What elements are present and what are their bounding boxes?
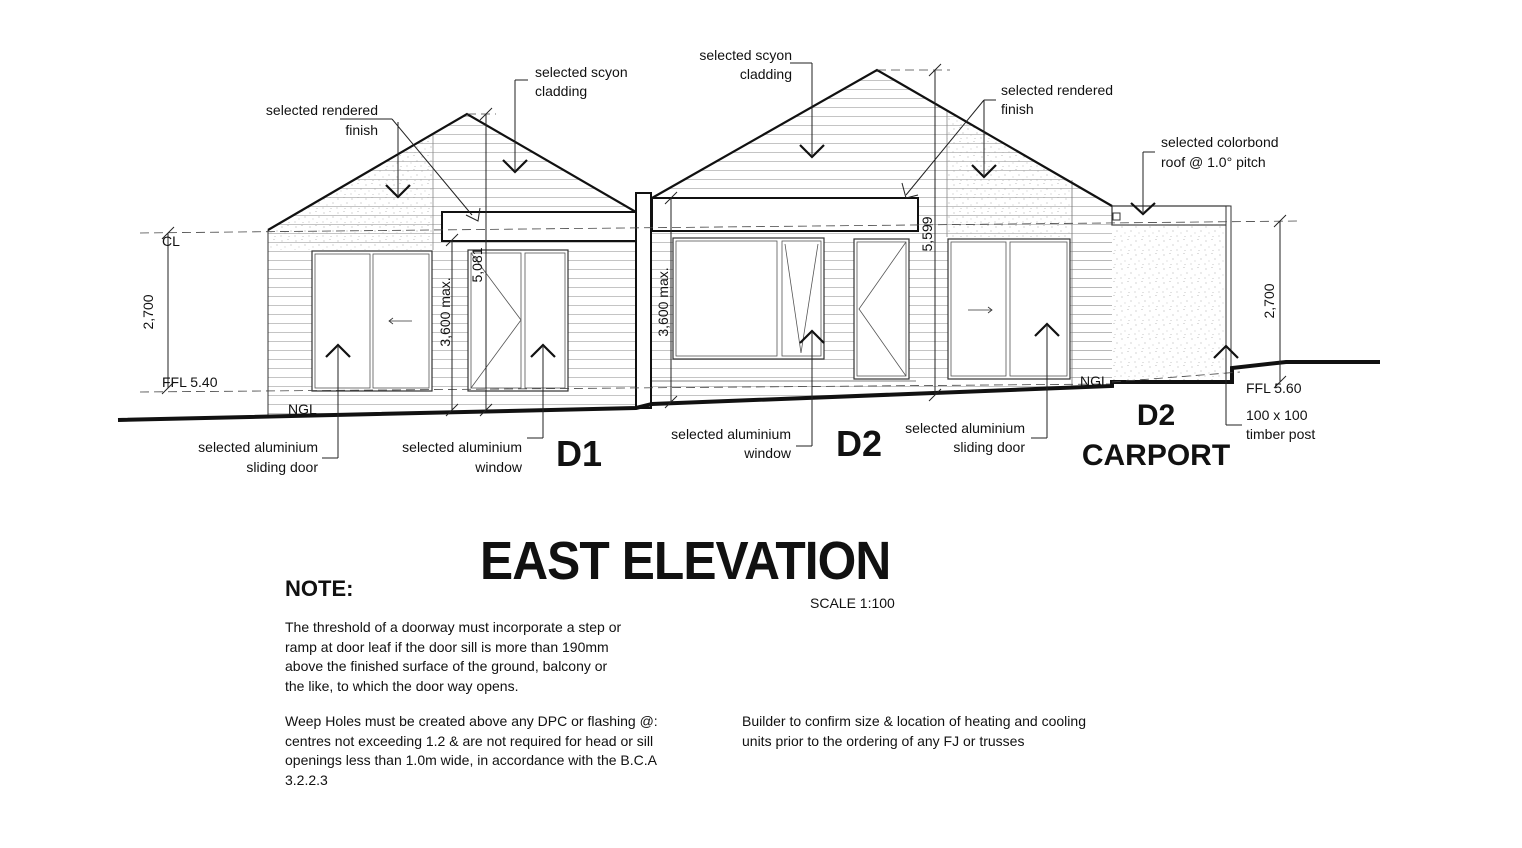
- label-window-mid: selected aluminium: [671, 426, 791, 442]
- unit-d2-carport: CARPORT: [1081, 439, 1231, 472]
- label-scyon-mid: selected scyon: [699, 47, 792, 63]
- label-sliding-door-right: selected aluminium: [905, 420, 1025, 436]
- dim-2700-left: 2,700: [140, 294, 156, 330]
- drawing-title: EAST ELEVATION: [480, 531, 891, 591]
- level-ngl-left: NGL: [288, 401, 317, 417]
- level-ffl-left: FFL 5.40: [162, 374, 218, 390]
- svg-text:sliding door: sliding door: [953, 439, 1025, 455]
- note-builder: Builder to confirm size & location of heating and cooling units prior to the ordering of any FJ or trusses: [742, 713, 1086, 749]
- svg-text:cladding: cladding: [739, 66, 792, 82]
- svg-text:window: window: [744, 445, 791, 461]
- svg-text:finish: finish: [345, 122, 378, 138]
- svg-text:sliding door: sliding door: [246, 459, 318, 475]
- dim-5599: 5,599: [919, 216, 935, 252]
- dwelling-d2: [652, 70, 1112, 402]
- dim-3600-b: 3,600 max.: [655, 267, 671, 337]
- level-cl: CL: [162, 233, 180, 249]
- unit-d2: D2: [836, 423, 883, 464]
- svg-text:roof @ 1.0° pitch: roof @ 1.0° pitch: [1161, 154, 1266, 170]
- level-ffl-right: FFL 5.60: [1246, 380, 1302, 396]
- label-rendered-finish-right: selected rendered: [1001, 82, 1114, 98]
- door-middle: [854, 239, 909, 379]
- dim-5081: 5,081: [469, 247, 485, 283]
- note-weep-holes: Weep Holes must be created above any DPC or flashing @: centres not exceeding 1.2 & are not required for head or sill openings less than 1.0m wide, in accordance with the B.C.A 3.2.2.3: [285, 713, 658, 788]
- note-threshold: The threshold of a doorway must incorporate a step or ramp at door leaf if the door sill is more than 190mm above the finished surface of the ground, balcony or the like, to which the door way opens.: [285, 619, 622, 694]
- dim-2700-right: 2,700: [1261, 283, 1277, 319]
- sliding-door-right: [948, 239, 1070, 379]
- label-rendered-finish-left: selected rendered: [265, 102, 378, 118]
- label-timber-post: 100 x 100: [1246, 407, 1308, 423]
- sliding-door-left: [312, 251, 432, 391]
- notes-heading: NOTE:: [285, 576, 354, 601]
- label-scyon-left: selected scyon: [535, 64, 628, 80]
- unit-d2-carport-d2: D2: [1136, 399, 1176, 432]
- svg-text:timber post: timber post: [1246, 426, 1316, 442]
- party-wall: [636, 193, 651, 408]
- level-ngl-right: NGL: [1080, 373, 1109, 389]
- label-window-left: selected aluminium: [402, 439, 522, 455]
- svg-text:window: window: [475, 459, 522, 475]
- unit-labels: [556, 399, 1230, 474]
- dim-3600-a: 3,600 max.: [437, 277, 453, 347]
- carport: [1112, 206, 1231, 382]
- drawing-scale: SCALE 1:100: [810, 595, 895, 611]
- unit-d1: D1: [556, 433, 603, 474]
- timber-post: [1226, 206, 1231, 382]
- svg-text:cladding: cladding: [535, 83, 588, 99]
- label-colorbond-roof: selected colorbond: [1161, 134, 1279, 150]
- label-sliding-door-left: selected aluminium: [198, 439, 318, 455]
- svg-text:finish: finish: [1001, 101, 1034, 117]
